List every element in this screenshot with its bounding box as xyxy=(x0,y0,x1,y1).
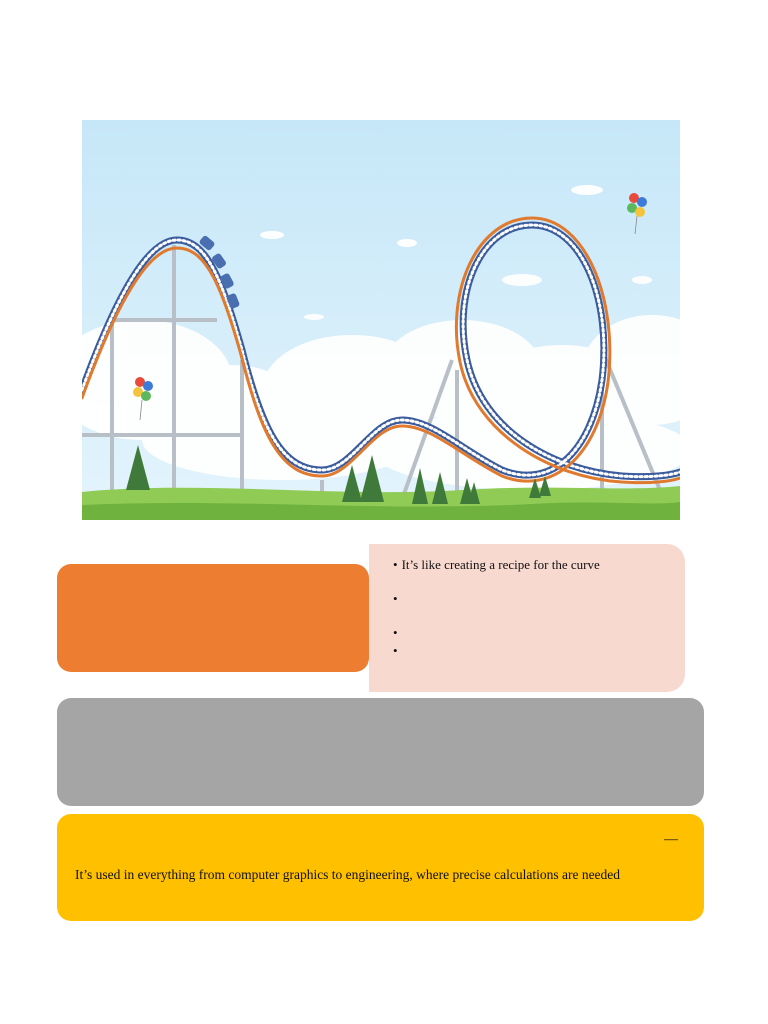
roller-coaster-illustration xyxy=(82,120,680,520)
bullet-item xyxy=(393,624,402,642)
bullet-item xyxy=(393,590,402,608)
bullet-item xyxy=(393,642,402,660)
yellow-box-text: It’s used in everything from computer graphics to engineering, where precise calculations are needed xyxy=(75,867,621,882)
orange-box xyxy=(57,564,369,672)
roller-coaster-icon xyxy=(82,120,680,520)
dash-mark: — xyxy=(664,832,678,847)
pink-box xyxy=(369,544,685,692)
yellow-box xyxy=(57,814,704,921)
gray-box xyxy=(57,698,704,806)
bullet-item: • It’s like creating a recipe for the curve xyxy=(393,556,600,574)
